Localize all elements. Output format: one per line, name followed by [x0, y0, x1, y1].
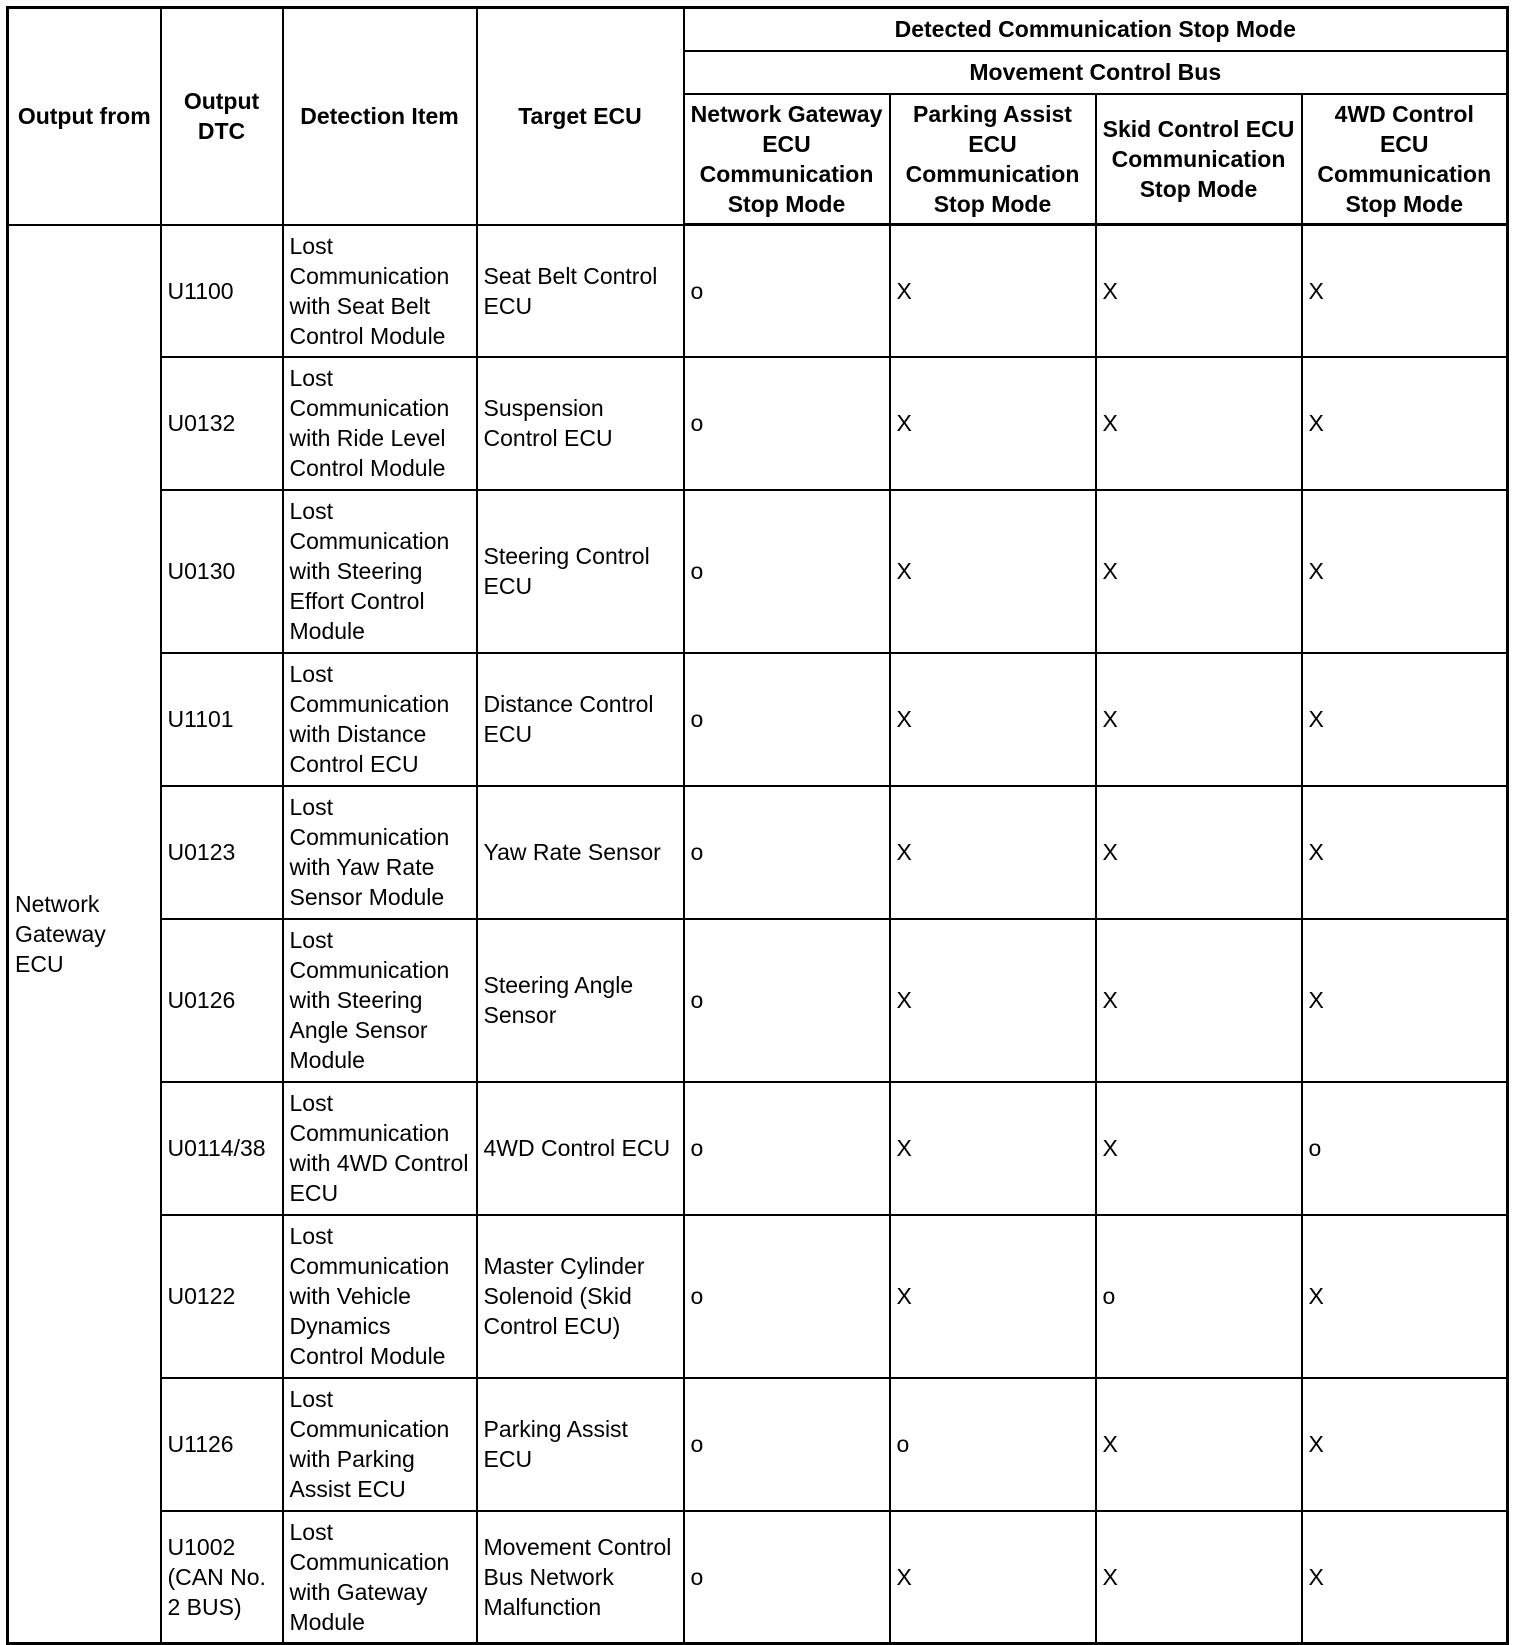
dtc-table — [6, 6, 1509, 1645]
mark-network-gateway: o — [684, 1082, 890, 1215]
target-ecu-cell: Steering Angle Sensor — [477, 919, 684, 1082]
output-from-cell: Network Gateway ECU — [8, 225, 161, 1644]
header-col-parking-assist: Parking Assist ECU Communication Stop Mode — [890, 94, 1096, 225]
table-row — [8, 1511, 1508, 1644]
mark-skid-control: X — [1096, 490, 1302, 653]
header-detection-item: Detection Item — [283, 8, 477, 225]
mark-4wd-control: X — [1302, 1215, 1508, 1378]
mark-network-gateway: o — [684, 357, 890, 490]
mark-network-gateway: o — [684, 1215, 890, 1378]
dtc-cell: U1126 — [161, 1378, 283, 1511]
mark-parking-assist: X — [890, 357, 1096, 490]
mark-skid-control: X — [1096, 1378, 1302, 1511]
table-row — [8, 919, 1508, 1082]
dtc-cell: U1002 (CAN No. 2 BUS) — [161, 1511, 283, 1644]
table-row — [8, 357, 1508, 490]
dtc-cell: U1100 — [161, 225, 283, 357]
mark-4wd-control: X — [1302, 653, 1508, 786]
mark-network-gateway: o — [684, 1511, 890, 1644]
detection-item-cell: Lost Communication with Steering Angle Sensor Module — [283, 919, 477, 1082]
mark-skid-control: X — [1096, 357, 1302, 490]
header-col-network-gateway: Network Gateway ECU Communication Stop Mode — [684, 94, 890, 225]
header-output-from: Output from — [8, 8, 161, 225]
mark-network-gateway: o — [684, 786, 890, 919]
header-subgroup-title: Movement Control Bus — [684, 51, 1508, 94]
table-row — [8, 1215, 1508, 1378]
table-row — [8, 786, 1508, 919]
mark-parking-assist: X — [890, 490, 1096, 653]
detection-item-cell: Lost Communication with Steering Effort Control Module — [283, 490, 477, 653]
mark-4wd-control: X — [1302, 225, 1508, 357]
detection-item-cell: Lost Communication with Parking Assist ECU — [283, 1378, 477, 1511]
mark-network-gateway: o — [684, 919, 890, 1082]
detection-item-cell: Lost Communication with Vehicle Dynamics Control Module — [283, 1215, 477, 1378]
mark-parking-assist: X — [890, 919, 1096, 1082]
detection-item-cell: Lost Communication with Yaw Rate Sensor Module — [283, 786, 477, 919]
mark-network-gateway: o — [684, 653, 890, 786]
mark-skid-control: X — [1096, 786, 1302, 919]
dtc-cell: U0132 — [161, 357, 283, 490]
dtc-cell: U0126 — [161, 919, 283, 1082]
target-ecu-cell: Master Cylinder Solenoid (Skid Control ECU) — [477, 1215, 684, 1378]
mark-parking-assist: X — [890, 1215, 1096, 1378]
mark-parking-assist: X — [890, 225, 1096, 357]
mark-network-gateway: o — [684, 490, 890, 653]
mark-parking-assist: o — [890, 1378, 1096, 1511]
detection-item-cell: Lost Communication with Gateway Module — [283, 1511, 477, 1644]
mark-skid-control: X — [1096, 1511, 1302, 1644]
table-row — [8, 1378, 1508, 1511]
target-ecu-cell: Suspension Control ECU — [477, 357, 684, 490]
table-row — [8, 490, 1508, 653]
mark-skid-control: X — [1096, 919, 1302, 1082]
detection-item-cell: Lost Communication with Seat Belt Control Module — [283, 225, 477, 357]
target-ecu-cell: Yaw Rate Sensor — [477, 786, 684, 919]
target-ecu-cell: Movement Control Bus Network Malfunction — [477, 1511, 684, 1644]
mark-skid-control: X — [1096, 225, 1302, 357]
table-row — [8, 653, 1508, 786]
dtc-cell: U1101 — [161, 653, 283, 786]
mark-4wd-control: X — [1302, 1378, 1508, 1511]
target-ecu-cell: Parking Assist ECU — [477, 1378, 684, 1511]
mark-skid-control: X — [1096, 1082, 1302, 1215]
target-ecu-cell: Distance Control ECU — [477, 653, 684, 786]
table-row — [8, 1082, 1508, 1215]
header-target-ecu: Target ECU — [477, 8, 684, 225]
mark-skid-control: X — [1096, 653, 1302, 786]
detection-item-cell: Lost Communication with Distance Control ECU — [283, 653, 477, 786]
dtc-cell: U0114/38 — [161, 1082, 283, 1215]
detection-item-cell: Lost Communication with Ride Level Control Module — [283, 357, 477, 490]
table-row — [8, 225, 1508, 357]
dtc-cell: U0122 — [161, 1215, 283, 1378]
header-group-title: Detected Communication Stop Mode — [684, 8, 1508, 51]
mark-4wd-control: X — [1302, 357, 1508, 490]
header-col-skid-control: Skid Control ECU Communication Stop Mode — [1096, 94, 1302, 225]
mark-parking-assist: X — [890, 786, 1096, 919]
dtc-cell: U0130 — [161, 490, 283, 653]
mark-parking-assist: X — [890, 653, 1096, 786]
mark-parking-assist: X — [890, 1082, 1096, 1215]
header-output-dtc: Output DTC — [161, 8, 283, 225]
target-ecu-cell: Seat Belt Control ECU — [477, 225, 684, 357]
mark-4wd-control: X — [1302, 919, 1508, 1082]
target-ecu-cell: 4WD Control ECU — [477, 1082, 684, 1215]
mark-parking-assist: X — [890, 1511, 1096, 1644]
mark-4wd-control: o — [1302, 1082, 1508, 1215]
mark-network-gateway: o — [684, 1378, 890, 1511]
mark-network-gateway: o — [684, 225, 890, 357]
mark-4wd-control: X — [1302, 490, 1508, 653]
mark-skid-control: o — [1096, 1215, 1302, 1378]
target-ecu-cell: Steering Control ECU — [477, 490, 684, 653]
mark-4wd-control: X — [1302, 786, 1508, 919]
dtc-cell: U0123 — [161, 786, 283, 919]
detection-item-cell: Lost Communication with 4WD Control ECU — [283, 1082, 477, 1215]
mark-4wd-control: X — [1302, 1511, 1508, 1644]
header-col-4wd-control: 4WD Control ECU Communication Stop Mode — [1302, 94, 1508, 225]
